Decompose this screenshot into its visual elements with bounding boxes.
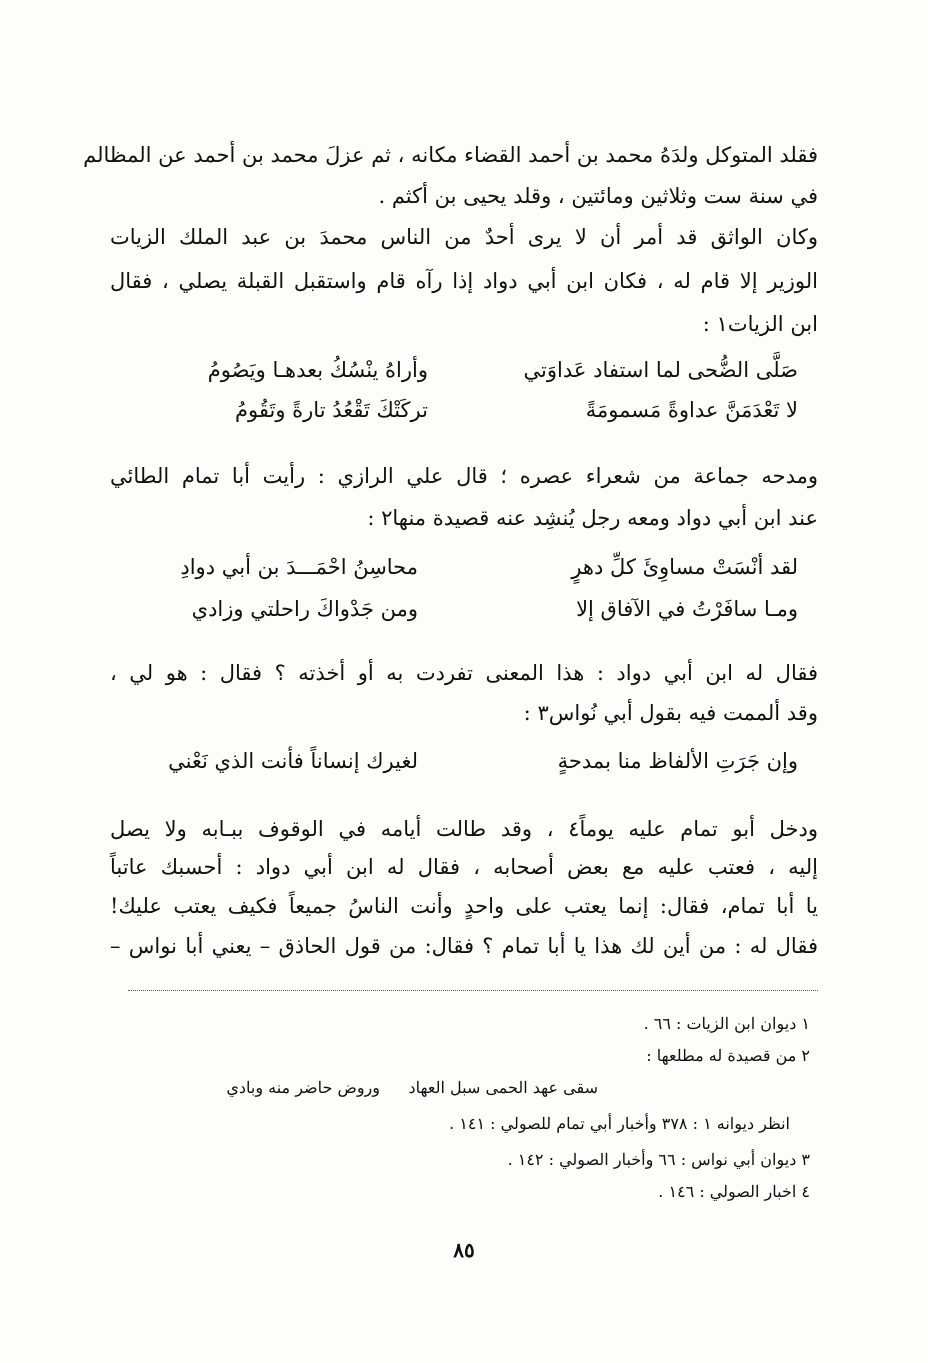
verse-hemistich: صَلَّى الضُّحى لما استفاد عَداوَتي bbox=[523, 358, 798, 382]
verse-hemistich: لقد أنْسَتْ مساوِئَ كلِّ دهرٍ bbox=[571, 555, 798, 579]
body-line: وقد ألممت فيه بقول أبي نُواس٣ : bbox=[523, 701, 818, 725]
footnote-verse: سقى عهد الحمى سبل العهاد bbox=[408, 1078, 598, 1097]
page-number: ٨٥ bbox=[453, 1238, 475, 1262]
footnote-verse: وروض حاضر منه وبادي bbox=[226, 1078, 380, 1097]
verse-hemistich: محاسِنُ احْمَـــدَ بن أبي دوادِ bbox=[180, 555, 418, 579]
verse-hemistich: وأراهُ ينْسُكُ بعدهـا ويَصُومُ bbox=[207, 358, 428, 382]
body-line: فقال له : من أين لك هذا يا أبا تمام ؟ فقال: من قول الحاذق – يعني أبا نواس – bbox=[110, 934, 818, 958]
body-line: ودخل أبو تمام عليه يوماً٤ ، وقد طالت أيامه في الوقوف ببـابه ولا يصل bbox=[110, 817, 818, 841]
verse-hemistich: ومـا سافَرْتُ في الآفاق إلا bbox=[576, 597, 798, 621]
body-line: إليه ، فعتب عليه مع بعض أصحابه ، فقال له ابن أبي دواد : أحسبك عاتباً bbox=[110, 855, 818, 879]
footnote-2: ٢ من قصيدة له مطلعها : bbox=[646, 1046, 810, 1065]
verse-hemistich: تركَتْكَ تَقْعُدُ تارةً وتَقُومُ bbox=[235, 398, 428, 422]
body-line: الوزير إلا قام له ، فكان ابن أبي دواد إذا رآه قام واستقبل القبلة يصلي ، فقال bbox=[110, 269, 818, 293]
footnote-separator bbox=[128, 990, 818, 991]
verse-hemistich: وإن جَرَتِ الألفاظ منا بمدحةٍ bbox=[557, 749, 798, 773]
body-line: فقلد المتوكل ولدَهُ محمد بن أحمد القضاء مكانه ، ثم عزلَ محمد بن أحمد عن المظالم bbox=[83, 143, 818, 167]
verse-hemistich: لا تَعْدَمَنَّ عداوةً مَسمومَةً bbox=[585, 398, 798, 422]
footnote-4: ٤ اخبار الصولي : ١٤٦ . bbox=[658, 1182, 810, 1201]
verse-hemistich: ومن جَدْواكَ راحلتي وزادي bbox=[191, 597, 418, 621]
footnote-3: ٣ ديوان أبي نواس : ٦٦ وأخبار الصولي : ١٤٢ . bbox=[507, 1150, 810, 1169]
footnote-1: ١ ديوان ابن الزيات : ٦٦ . bbox=[643, 1014, 810, 1033]
body-line: وكان الواثق قد أمر أن لا يرى أحدٌ من الناس محمدَ بن عبد الملك الزيات bbox=[110, 225, 818, 249]
body-line: في سنة ست وثلاثين ومائتين ، وقلد يحيى بن أكثم . bbox=[378, 184, 818, 208]
body-line: فقال له ابن أبي دواد : هذا المعنى تفردت به أو أخذته ؟ فقال : هو لي ، bbox=[110, 661, 819, 685]
body-line: عند ابن أبي دواد ومعه رجل يُنشِد عنه قصيدة منها٢ : bbox=[367, 506, 818, 530]
verse-hemistich: لغيرك إنساناً فأنت الذي نَعْني bbox=[168, 749, 418, 773]
body-line: يا أبا تمام، فقال: إنما يعتب على واحدٍ وأنت الناسُ جميعاً فكيف يعتب عليك! bbox=[110, 894, 818, 918]
body-line: ابن الزيات١ : bbox=[702, 312, 818, 336]
footnote-2-reference: انظر ديوانه ١ : ٣٧٨ وأخبار أبي تمام للصولي : ١٤١ . bbox=[449, 1114, 790, 1133]
body-line: ومدحه جماعة من شعراء عصره ؛ قال علي الرازي : رأيت أبا تمام الطائي bbox=[110, 464, 818, 488]
